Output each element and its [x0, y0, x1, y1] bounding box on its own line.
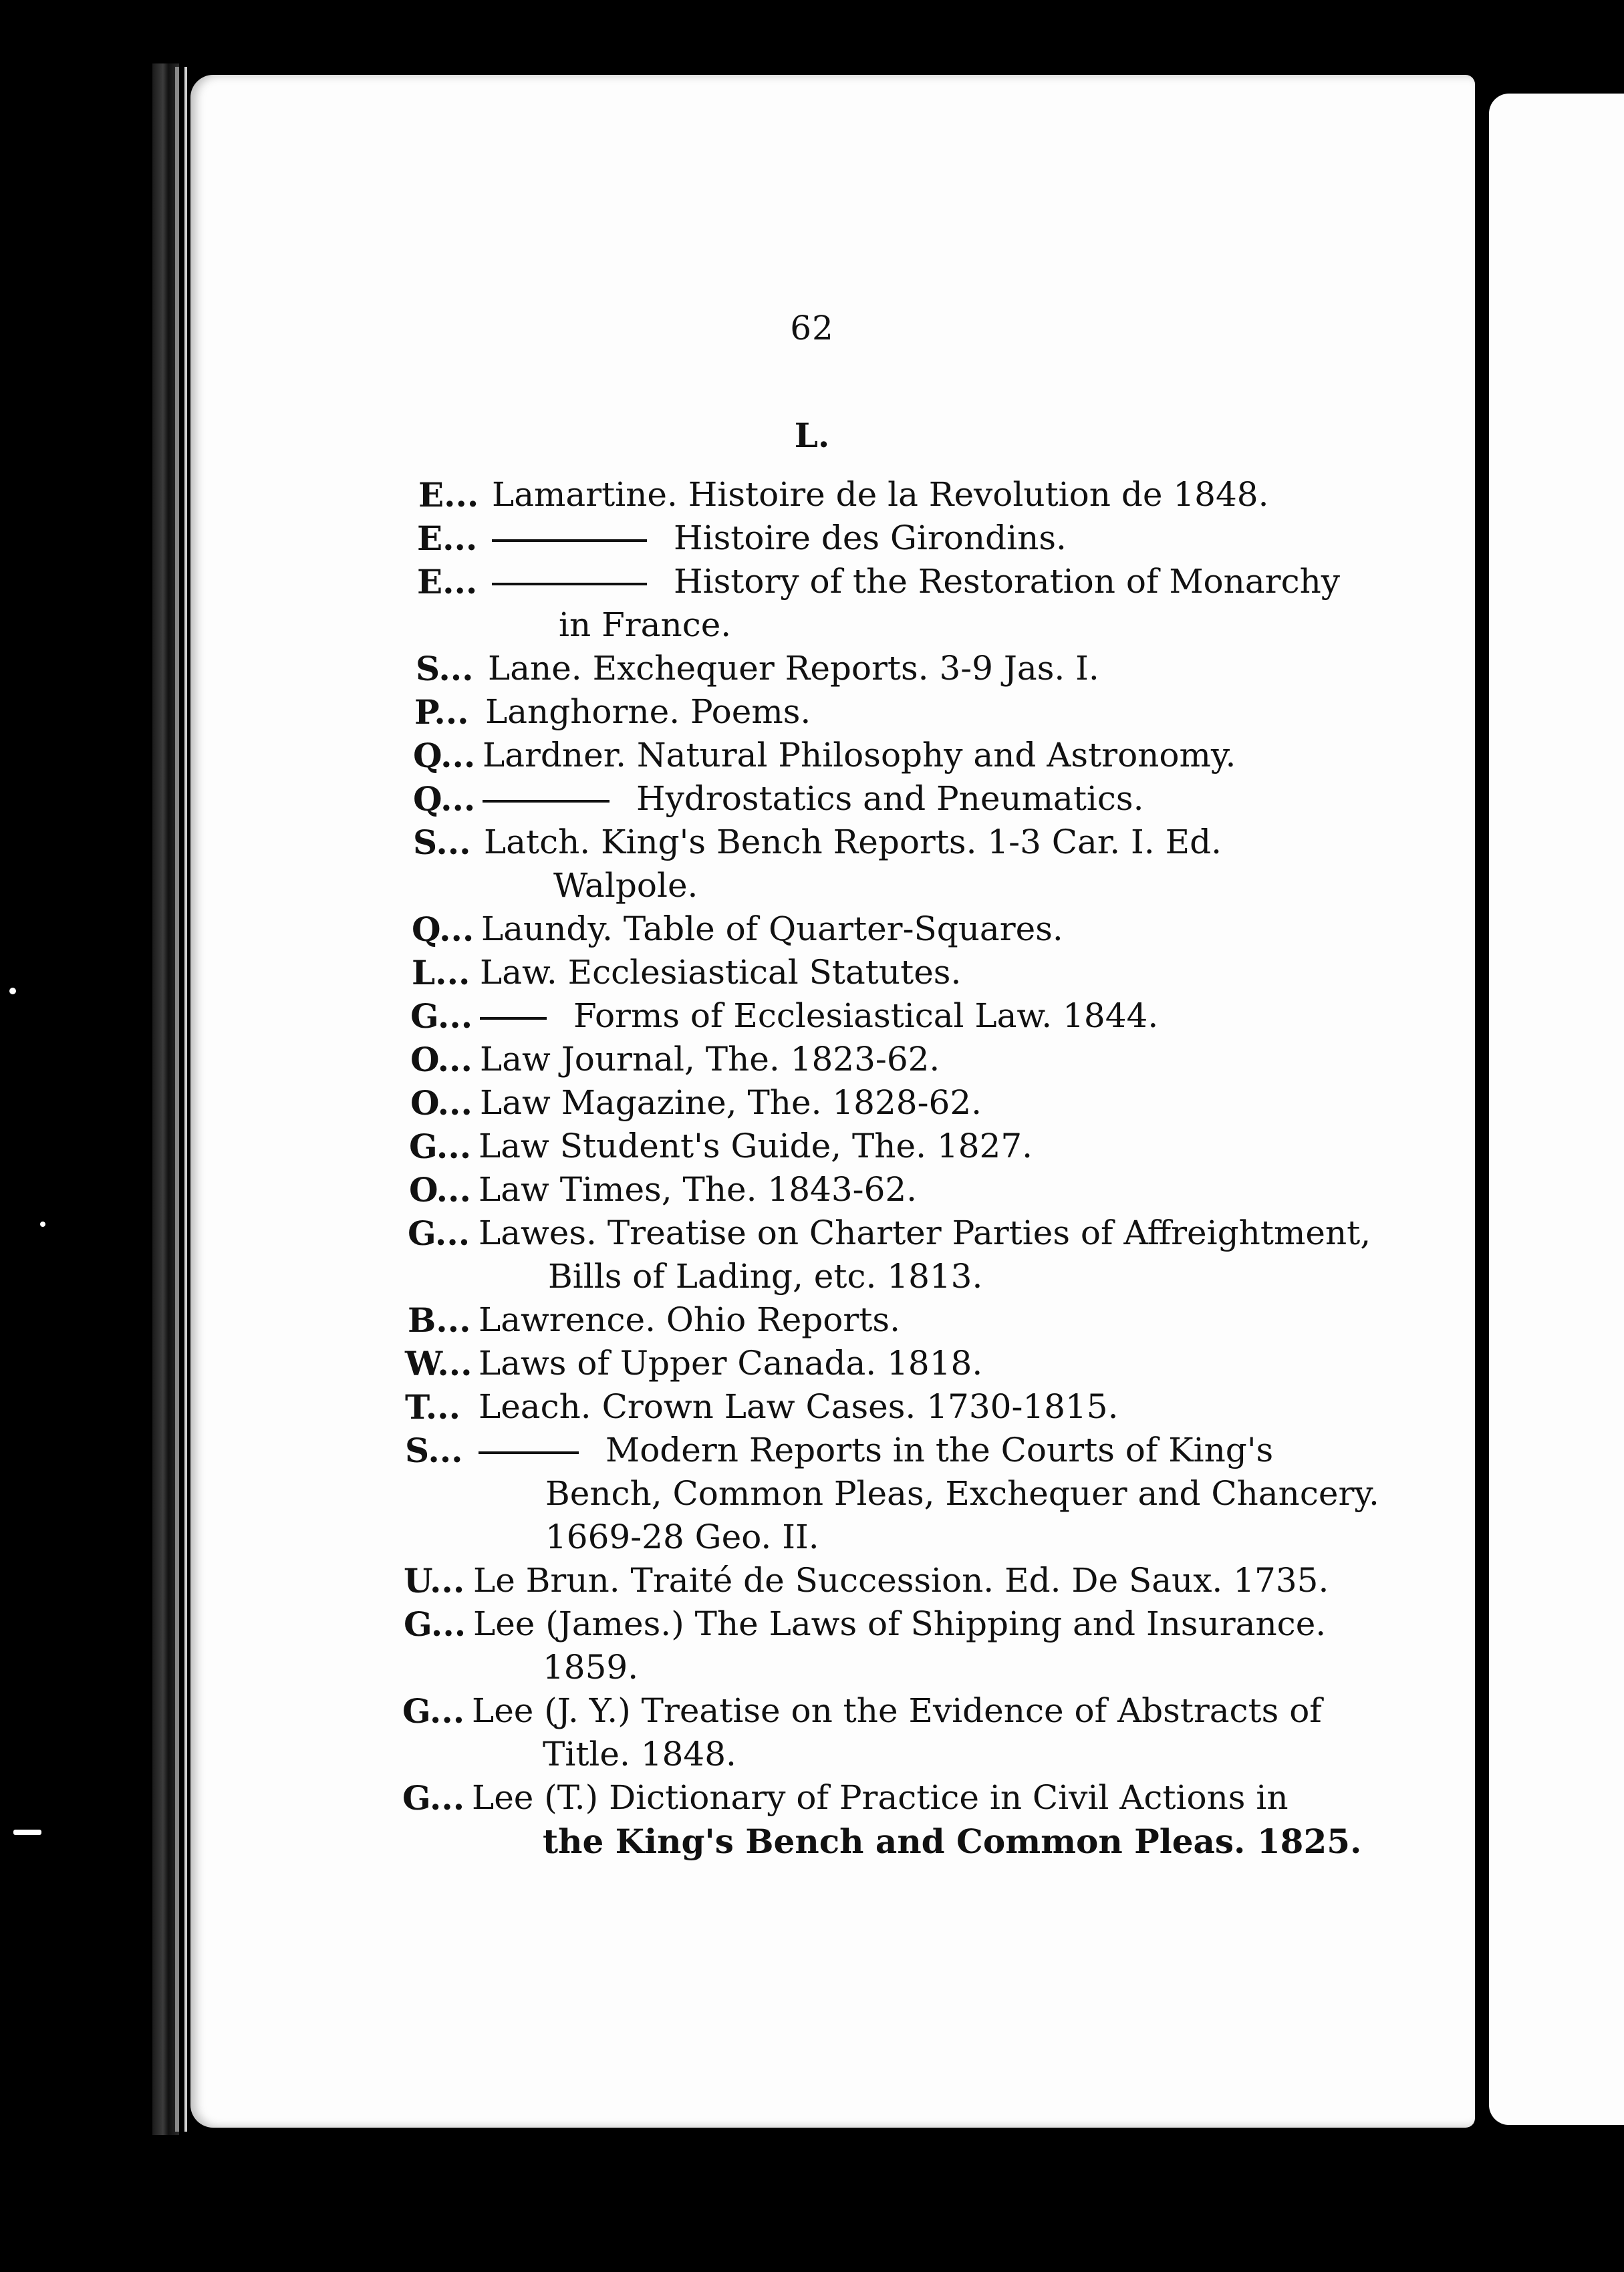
entry-text: Leach. Crown Law Cases. 1730-1815. [479, 1387, 1119, 1426]
catalogue-entry [0, 777, 1624, 821]
entry-continuation: Bench, Common Pleas, Exchequer and Chancery. [545, 1474, 1379, 1513]
shelf-code: E... [417, 519, 478, 558]
entry-text: Laws of Upper Canada. 1818. [479, 1344, 983, 1383]
catalogue-entry [0, 560, 1624, 647]
catalogue-entry [0, 1212, 1624, 1298]
entry-text: Langhorne. Poems. [485, 692, 811, 731]
catalogue-entry [0, 821, 1624, 907]
shelf-code: G... [408, 1214, 470, 1253]
ditto-dash [480, 1017, 547, 1020]
shelf-code: L... [412, 953, 470, 992]
entry-text: Lardner. Natural Philosophy and Astronomy. [483, 736, 1236, 774]
catalogue-entry [0, 1385, 1624, 1429]
entry-text: Lane. Exchequer Reports. 3-9 Jas. I. [488, 649, 1099, 688]
entry-text: Law Times, The. 1843-62. [479, 1170, 918, 1209]
entry-continuation: Title. 1848. [543, 1735, 736, 1773]
shelf-code: G... [402, 1691, 465, 1731]
entry-text: Forms of Ecclesiastical Law. 1844. [573, 996, 1159, 1035]
entry-continuation: in France. [559, 605, 732, 644]
catalogue-entry [0, 1125, 1624, 1168]
entry-text: Le Brun. Traité de Succession. Ed. De Saux. 1735. [473, 1561, 1329, 1600]
entry-text: Lee (J. Y.) Treatise on the Evidence of Abstracts of [472, 1691, 1322, 1730]
shelf-code: G... [402, 1778, 465, 1818]
shelf-code: G... [410, 996, 473, 1036]
catalogue-entry [0, 1342, 1624, 1385]
entry-text: Lee (James.) The Laws of Shipping and Insurance. [473, 1604, 1327, 1643]
entry-text: Lee (T.) Dictionary of Practice in Civil Actions in [472, 1778, 1289, 1817]
catalogue-entry [0, 907, 1624, 951]
ditto-dash [479, 1451, 579, 1454]
catalogue-entry [0, 1689, 1624, 1776]
catalogue-entry [0, 1168, 1624, 1212]
shelf-code: Q... [412, 909, 475, 949]
catalogue-entry [0, 1038, 1624, 1081]
ditto-dash [483, 800, 610, 803]
entry-text: History of the Restoration of Monarchy [674, 562, 1341, 601]
shelf-code: P... [414, 692, 469, 732]
catalogue-entry [0, 1298, 1624, 1342]
shelf-code: O... [410, 1083, 472, 1123]
shelf-code: W... [405, 1344, 472, 1383]
shelf-code: T... [405, 1387, 460, 1427]
entry-text: Modern Reports in the Courts of King's [605, 1431, 1274, 1469]
entry-text: Law Magazine, The. 1828-62. [480, 1083, 982, 1122]
catalogue-entry [0, 1602, 1624, 1689]
ditto-dash [492, 583, 647, 585]
entry-text: Histoire des Girondins. [674, 519, 1067, 557]
catalogue-entry [0, 517, 1624, 560]
entry-continuation: Bills of Lading, etc. 1813. [548, 1257, 983, 1296]
page-number: 62 [790, 309, 834, 347]
entry-text: Lawrence. Ohio Reports. [479, 1300, 900, 1339]
entry-continuation: Walpole. [553, 866, 698, 905]
entry-text: Latch. King's Bench Reports. 1-3 Car. I. Ed. [484, 823, 1222, 861]
catalogue-entries [0, 473, 1624, 1863]
shelf-code: Q... [413, 779, 476, 819]
catalogue-entry [0, 647, 1624, 690]
catalogue-entry [0, 1429, 1624, 1559]
shelf-code: E... [417, 562, 478, 601]
entry-text: Law Journal, The. 1823-62. [480, 1040, 940, 1079]
catalogue-entry [0, 1776, 1624, 1863]
catalogue-entry [0, 1559, 1624, 1602]
section-heading: L. [794, 416, 830, 455]
shelf-code: Q... [413, 736, 476, 775]
entry-text: Lawes. Treatise on Charter Parties of Affreightment, [479, 1214, 1371, 1252]
shelf-code: S... [413, 823, 471, 862]
catalogue-entry [0, 734, 1624, 777]
shelf-code: E... [418, 475, 479, 515]
shelf-code: G... [409, 1127, 472, 1166]
catalogue-entry [0, 1081, 1624, 1125]
catalogue-entry [0, 994, 1624, 1038]
ditto-dash [492, 539, 647, 542]
shelf-code: G... [404, 1604, 466, 1644]
shelf-code: B... [408, 1300, 471, 1340]
shelf-code: O... [409, 1170, 471, 1210]
entry-text: Hydrostatics and Pneumatics. [636, 779, 1144, 818]
entry-continuation: 1669-28 Geo. II. [545, 1518, 819, 1556]
shelf-code: O... [410, 1040, 472, 1079]
entry-text: Law. Ecclesiastical Statutes. [480, 953, 962, 992]
entry-continuation: 1859. [543, 1648, 639, 1687]
entry-text: Lamartine. Histoire de la Revolution de 1848. [492, 475, 1269, 514]
shelf-code: U... [404, 1561, 465, 1600]
entry-text: Laundy. Table of Quarter-Squares. [481, 909, 1063, 948]
entry-continuation: the King's Bench and Common Pleas. 1825. [543, 1822, 1362, 1861]
catalogue-entry [0, 690, 1624, 734]
catalogue-entry [0, 951, 1624, 994]
entry-text: Law Student's Guide, The. 1827. [479, 1127, 1033, 1165]
shelf-code: S... [416, 649, 474, 688]
shelf-code: S... [405, 1431, 463, 1470]
catalogue-entry [0, 473, 1624, 517]
